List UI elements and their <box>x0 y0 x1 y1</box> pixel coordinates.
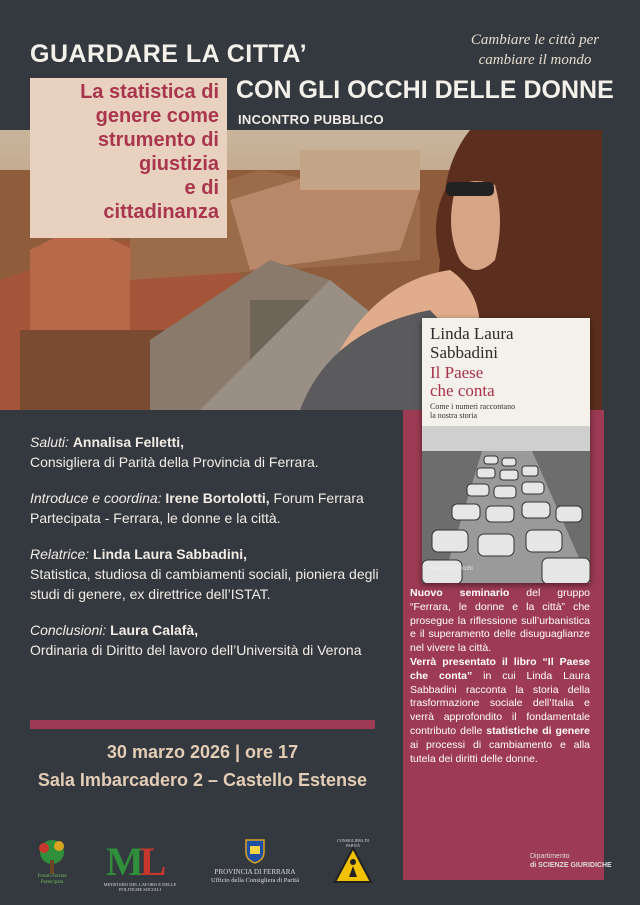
subtitle-line: genere come <box>95 105 219 127</box>
book-title-line-1: Il Paese <box>430 363 484 382</box>
book-title-line-2: che conta <box>430 381 495 400</box>
consigliera-logo <box>330 838 376 898</box>
description-p1-text: del gruppo “Ferrara, le donne e la città” che prosegue la riflessione sull’urbanistica e il superamento delle disuguaglianze nel vivere la città. <box>410 587 590 655</box>
book-subtitle-line-2: la nostra storia <box>430 411 478 420</box>
description-p2-text: in cui Linda Laura Sabbadini racconta la storia della trasformazione sociale dell’Italia e verrà approfondito il fondamentale contributo delle <box>410 669 590 737</box>
description-p2 <box>410 656 590 766</box>
sponsor-logos <box>0 838 640 905</box>
speaker-name: Annalisa Felletti, <box>72 434 185 450</box>
logo-separator <box>524 848 525 876</box>
provincia-logo-office: Ufficio della Consigliera di Parità <box>211 877 299 884</box>
consigliera-logo-text: CONSIGLIERA DI PARITÀ <box>337 838 369 848</box>
forum-logo <box>32 838 72 888</box>
subtitle-line: e di <box>184 177 219 199</box>
book-title <box>430 364 495 400</box>
book-author <box>430 324 514 362</box>
speaker-name: Irene Bortolotti, <box>165 490 270 506</box>
forum-logo-text: Forum Ferrara Partecipata <box>37 874 67 885</box>
event-venue: Sala Imbarcadero 2 – Castello Estense <box>37 770 368 790</box>
university-name-line-1: UNIVERSITÀ <box>448 848 515 860</box>
subtitle-line: cittadinanza <box>103 201 219 223</box>
title-line-1: GUARDARE LA CITTA’ <box>30 40 308 68</box>
department-name-line-1: Dipartimento <box>530 853 570 860</box>
book-publisher: Marsilio specchi <box>430 566 473 572</box>
speaker-role: Relatrice: <box>30 546 90 562</box>
speaker-entry <box>30 488 390 528</box>
description-p1 <box>410 587 590 656</box>
subtitle-line: giustizia <box>138 153 219 175</box>
warning-sign-icon <box>333 846 373 886</box>
provincia-logo-name: PROVINCIA DI FERRARA <box>214 868 296 876</box>
department-name <box>530 852 612 870</box>
book-subtitle-line-1: Come i numeri raccontano <box>430 402 516 411</box>
provincia-logo <box>200 838 310 898</box>
divider-bar <box>30 720 375 729</box>
tagline <box>450 30 620 70</box>
book-subtitle <box>430 402 580 420</box>
tagline-line-2: cambiare il mondo <box>478 52 592 68</box>
title-line-2: CON GLI OCCHI DELLE DONNE <box>236 76 614 104</box>
speakers-list <box>30 432 390 676</box>
ministero-logo <box>100 838 180 898</box>
speaker-desc: Statistica, studiosa di cambiamenti sociali, pioniera degli studi di genere, ex direttrice dell’ISTAT. <box>30 566 379 602</box>
university-seal-icon <box>406 846 440 880</box>
speaker-desc: Ordinaria di Diritto del lavoro dell’Università di Verona <box>30 642 362 658</box>
speaker-desc: Consigliera di Parità della Provincia di Ferrara. <box>30 454 319 470</box>
speaker-desc: Forum Ferrara Partecipata - Ferrara, le donne e la città. <box>30 490 364 526</box>
subtitle-line: strumento di <box>97 129 219 151</box>
tree-icon <box>32 838 72 878</box>
description-p2-bold2: statistiche di genere <box>486 724 590 737</box>
university-logo <box>406 846 636 886</box>
speaker-entry <box>30 544 390 604</box>
description-p2-bold: Verrà presentato il libro “Il Paese che conta” <box>410 655 590 682</box>
book-author-line-2: Sabbadini <box>430 343 498 362</box>
university-name-line-2: di VERONA <box>448 861 508 873</box>
event-type: INCONTRO PUBBLICO <box>238 112 384 127</box>
coat-of-arms-icon <box>244 838 266 864</box>
event-date-time: 30 marzo 2026 | ore 17 <box>106 742 299 762</box>
book-cover <box>422 318 590 583</box>
speaker-role: Saluti: <box>30 434 69 450</box>
speaker-entry <box>30 432 390 472</box>
subtitle-box <box>30 78 227 238</box>
ministero-logo-text: MINISTERO DEL LAVORO E DELLE POLITICHE SOCIALI <box>103 882 177 892</box>
speaker-entry <box>30 620 390 660</box>
description <box>410 587 590 766</box>
speaker-role: Introduce e coordina: <box>30 490 162 506</box>
speaker-name: Laura Calafà, <box>110 622 199 638</box>
department-name-line-2: di SCIENZE GIURIDICHE <box>530 862 612 869</box>
speaker-name: Linda Laura Sabbadini, <box>93 546 248 562</box>
speaker-role: Conclusioni: <box>30 622 107 638</box>
subtitle-line: La statistica di <box>80 81 219 103</box>
traffic-photo <box>422 426 590 583</box>
description-p2-text2: ai processi di cambiamento e alla tutela dei diritti delle donne. <box>410 738 590 765</box>
tagline-line-1: Cambiare le città per <box>470 32 600 48</box>
ml-monogram-icon: ML <box>106 839 163 884</box>
university-name <box>448 848 515 874</box>
book-author-line-1: Linda Laura <box>430 324 514 343</box>
description-p1-bold: Nuovo seminario <box>410 587 510 599</box>
